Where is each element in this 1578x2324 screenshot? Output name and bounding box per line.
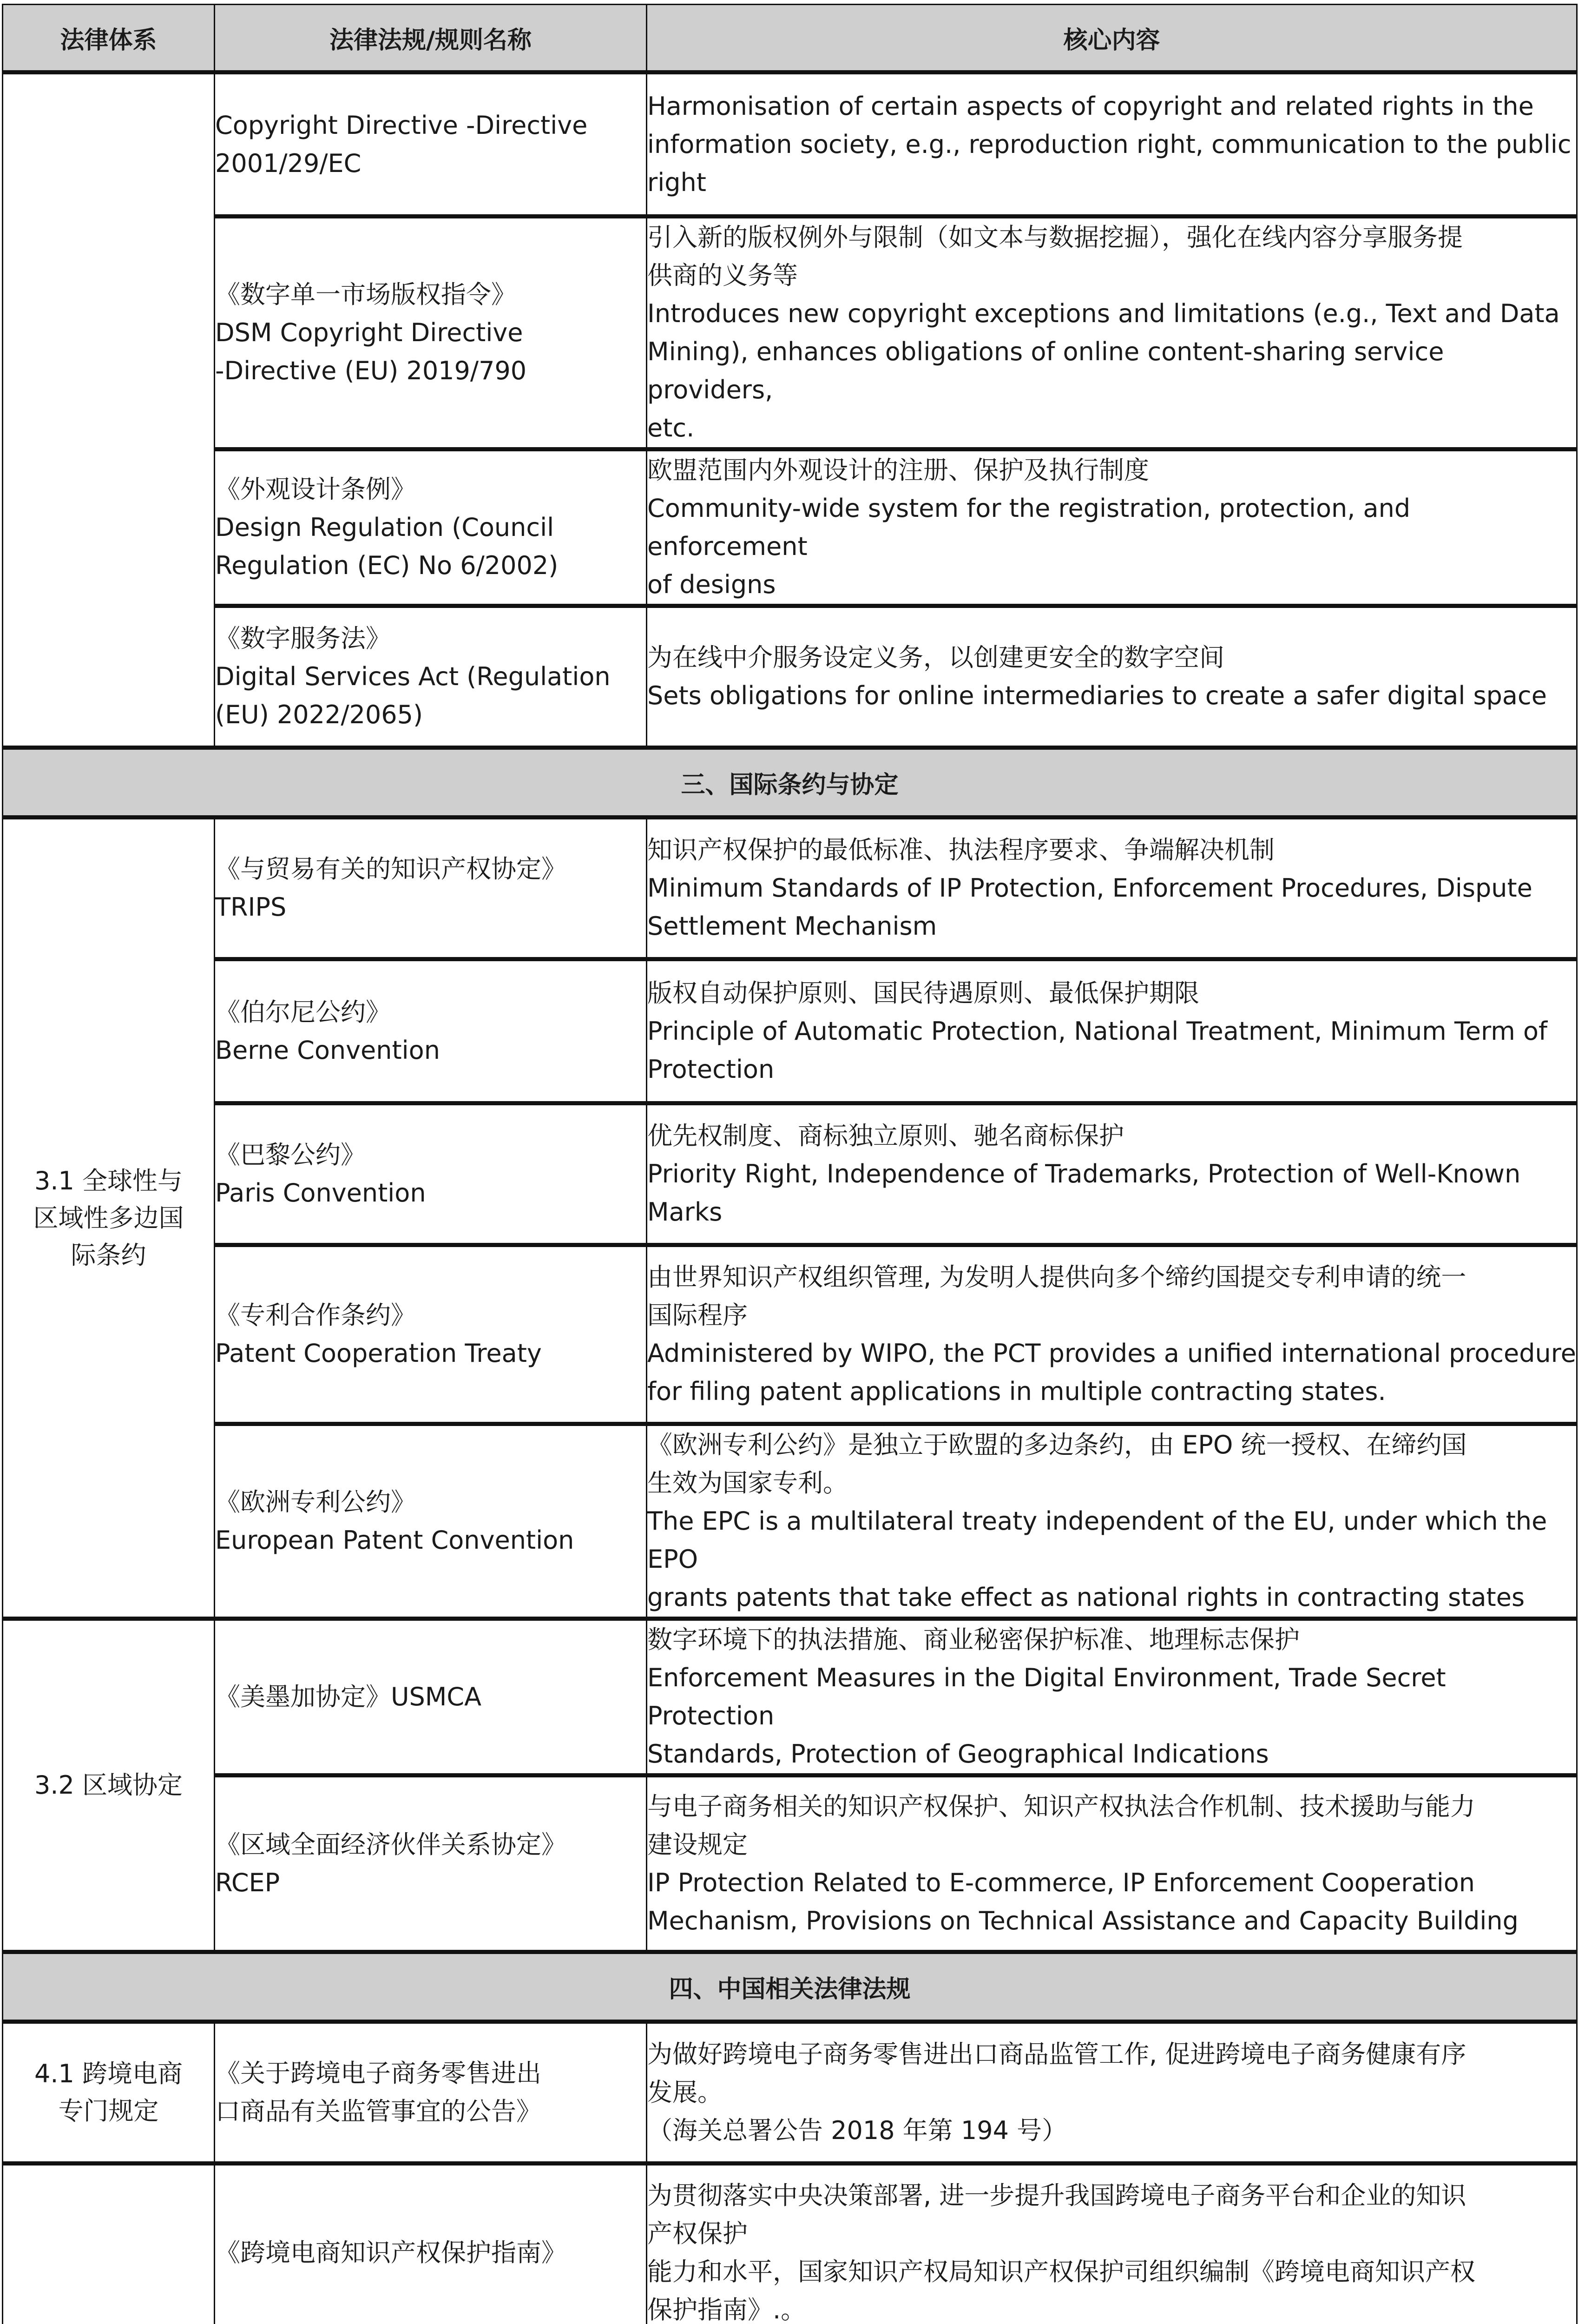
core-content-line: 生效为国家专利。 (647, 1468, 848, 1498)
core-content (647, 2164, 1577, 2324)
regulation-name-line: Design Regulation (Council (215, 513, 554, 542)
core-content (647, 217, 1577, 449)
core-content (647, 818, 1577, 959)
regulation-name-line: 《美墨加协定》USMCA (215, 1682, 482, 1711)
regulation-name (215, 217, 647, 449)
regulation-name-line: Berne Convention (215, 1035, 440, 1065)
regulation-name-line: European Patent Convention (215, 1525, 574, 1555)
regulation-name-line: 《区域全面经济伙伴关系协定》 (215, 1829, 566, 1859)
regulation-name (215, 2022, 647, 2164)
regulation-name-line: RCEP (215, 1868, 280, 1897)
header-regulation-name: 法律法规/规则名称 (215, 5, 647, 73)
table-row (3, 1103, 1577, 1245)
regulation-name-line: 《数字服务法》 (215, 624, 391, 653)
regulation-name-line: DSM Copyright Directive (215, 318, 523, 347)
regulation-name-line: Copyright Directive -Directive (215, 110, 588, 140)
regulation-name-line: Digital Services Act (Regulation (215, 662, 611, 691)
section-title: 三、国际条约与协定 (3, 748, 1577, 818)
regulation-name-line: (EU) 2022/2065) (215, 700, 423, 729)
core-content-line: Marks (647, 1197, 723, 1227)
regulation-name-line: 《专利合作条约》 (215, 1301, 416, 1330)
core-content-line: Sets obligations for online intermediaries to create a safer digital space (647, 681, 1547, 710)
table-row (3, 1424, 1577, 1619)
core-content-line: of designs (647, 570, 776, 599)
regulation-name-line: 《外观设计条例》 (215, 475, 416, 504)
core-content (647, 449, 1577, 606)
regulation-name (215, 1776, 647, 1952)
regulation-name-line: 《关于跨境电子商务零售进出 (215, 2059, 541, 2088)
core-content (647, 606, 1577, 748)
regulation-name-line: 2001/29/EC (215, 148, 362, 178)
core-content-line: Standards, Protection of Geographical Indications (647, 1739, 1269, 1769)
core-content-line: 欧盟范围内外观设计的注册、保护及执行制度 (647, 456, 1149, 485)
core-content-line: 为在线中介服务设定义务，以创建更安全的数字空间 (647, 643, 1224, 672)
regulation-name (215, 449, 647, 606)
core-content-line: IP Protection Related to E-commerce, IP Enforcement Cooperation (647, 1868, 1475, 1897)
core-content-line: 为贯彻落实中央决策部署, 进一步提升我国跨境电子商务平台和企业的知识 (647, 2181, 1466, 2210)
group-label-line: 区域性多边国 (33, 1203, 184, 1233)
regulation-name-line: 《巴黎公约》 (215, 1140, 366, 1169)
core-content (647, 959, 1577, 1103)
group-label-line: 3.1 全球性与 (34, 1166, 183, 1195)
core-content-line: 发展。 (647, 2078, 723, 2107)
core-content (647, 1424, 1577, 1619)
section-header-row (3, 1952, 1577, 2022)
core-content-line: Administered by WIPO, the PCT provides a unified international procedure (647, 1339, 1576, 1368)
core-content (647, 2022, 1577, 2164)
core-content-line: Introduces new copyright exceptions and limitations (e.g., Text and Data (647, 299, 1560, 328)
core-content-line: 为做好跨境电子商务零售进出口商品监管工作, 促进跨境电子商务健康有序 (647, 2040, 1466, 2069)
core-content-line: 优先权制度、商标独立原则、驰名商标保护 (647, 1121, 1124, 1150)
table-row (3, 1245, 1577, 1424)
regulation-name (215, 1103, 647, 1245)
core-content-line: Principle of Automatic Protection, National Treatment, Minimum Term of (647, 1016, 1548, 1046)
group-label-line: 际条约 (71, 1240, 146, 1270)
regulation-name (215, 1424, 647, 1619)
core-content-line: 国际程序 (647, 1301, 748, 1330)
regulation-name (215, 606, 647, 748)
core-content-line: （海关总署公告 2018 年第 194 号） (647, 2116, 1067, 2145)
regulation-name-line: 《欧洲专利公约》 (215, 1487, 416, 1517)
core-content (647, 1776, 1577, 1952)
table-header-row (3, 5, 1577, 73)
group-label-line: 3.2 区域协定 (34, 1770, 183, 1800)
core-content-line: 数字环境下的执法措施、商业秘密保护标准、地理标志保护 (647, 1625, 1300, 1654)
regulation-name-line: Patent Cooperation Treaty (215, 1339, 542, 1368)
core-content-line: grants patents that take effect as national rights in contracting states (647, 1583, 1525, 1612)
legal-system-group (3, 1619, 215, 1952)
header-legal-system: 法律体系 (3, 5, 215, 73)
section-title: 四、中国相关法律法规 (3, 1952, 1577, 2022)
regulation-name-line: 《数字单一市场版权指令》 (215, 280, 516, 309)
regulation-name-line: 《伯尔尼公约》 (215, 997, 391, 1027)
core-content-line: Enforcement Measures in the Digital Environment, Trade Secret Protection (647, 1663, 1446, 1730)
core-content-line: Settlement Mechanism (647, 911, 937, 941)
regulation-name-line: 《与贸易有关的知识产权协定》 (215, 854, 566, 884)
table-row (3, 606, 1577, 748)
legal-system-group (3, 2022, 215, 2164)
regulation-name (215, 1619, 647, 1776)
group-label-line: 专门规定 (58, 2096, 159, 2126)
header-core-content: 核心内容 (647, 5, 1577, 73)
core-content-line: etc. (647, 413, 695, 442)
section-header-row (3, 748, 1577, 818)
core-content-line: 版权自动保护原则、国民待遇原则、最低保护期限 (647, 978, 1199, 1008)
core-content-line: information society, e.g., reproduction right, communication to the public (647, 129, 1571, 159)
regulation-name-line: Paris Convention (215, 1178, 426, 1208)
table-row (3, 1776, 1577, 1952)
regulation-name-line: 口商品有关监管事宜的公告》 (215, 2097, 541, 2126)
table-row (3, 449, 1577, 606)
table-row (3, 2164, 1577, 2324)
core-content (647, 1619, 1577, 1776)
legal-system-group (3, 73, 215, 748)
core-content-line: right (647, 167, 706, 197)
core-content (647, 1245, 1577, 1424)
core-content-line: Priority Right, Independence of Trademarks, Protection of Well-Known (647, 1159, 1521, 1188)
regulation-name (215, 818, 647, 959)
regulation-name-line: TRIPS (215, 892, 287, 922)
core-content-line: 保护指南》.。 (647, 2295, 806, 2324)
regulation-name-line: Regulation (EC) No 6/2002) (215, 551, 559, 580)
regulation-name-line: -Directive (EU) 2019/790 (215, 356, 527, 385)
core-content-line: 建设规定 (647, 1829, 748, 1859)
core-content-line: The EPC is a multilateral treaty independent of the EU, under which the EPO (647, 1506, 1547, 1574)
core-content-line: 产权保护 (647, 2219, 748, 2248)
group-label-line: 4.1 跨境电商 (34, 2059, 183, 2088)
core-content-line: Minimum Standards of IP Protection, Enforcement Procedures, Dispute (647, 873, 1532, 903)
core-content-line: Mining), enhances obligations of online content-sharing service providers, (647, 337, 1444, 404)
table-row (3, 2022, 1577, 2164)
core-content (647, 1103, 1577, 1245)
core-content-line: 能力和水平，国家知识产权局知识产权保护司组织编制《跨境电商知识产权 (647, 2257, 1475, 2286)
legal-system-group (3, 2164, 215, 2324)
regulation-name (215, 959, 647, 1103)
core-content-line: 引入新的版权例外与限制（如文本与数据挖掘），强化在线内容分享服务提 (647, 223, 1463, 252)
core-content-line: 知识产权保护的最低标准、执法程序要求、争端解决机制 (647, 835, 1275, 865)
core-content-line: for filing patent applications in multiple contracting states. (647, 1377, 1386, 1406)
core-content-line: Protection (647, 1054, 775, 1084)
table-row (3, 818, 1577, 959)
table-row (3, 73, 1577, 217)
core-content-line: 由世界知识产权组织管理, 为发明人提供向多个缔约国提交专利申请的统一 (647, 1262, 1466, 1292)
table-row (3, 1619, 1577, 1776)
legal-system-group (3, 818, 215, 1619)
core-content (647, 73, 1577, 217)
core-content-line: 供商的义务等 (647, 261, 798, 290)
core-content-line: 《欧洲专利公约》是独立于欧盟的多边条约，由 EPO 统一授权、在缔约国 (647, 1430, 1467, 1459)
regulation-name (215, 2164, 647, 2324)
table-row (3, 217, 1577, 449)
regulation-name (215, 1245, 647, 1424)
core-content-line: Harmonisation of certain aspects of copyright and related rights in the (647, 91, 1534, 121)
regulation-name (215, 73, 647, 217)
core-content-line: Community-wide system for the registration, protection, and enforcement (647, 494, 1411, 561)
regulation-name-line: 《跨境电商知识产权保护指南》 (215, 2238, 566, 2267)
regulations-table (2, 4, 1578, 2324)
core-content-line: 与电子商务相关的知识产权保护、知识产权执法合作机制、技术援助与能力 (647, 1791, 1475, 1821)
table-row (3, 959, 1577, 1103)
core-content-line: Mechanism, Provisions on Technical Assistance and Capacity Building (647, 1906, 1519, 1935)
